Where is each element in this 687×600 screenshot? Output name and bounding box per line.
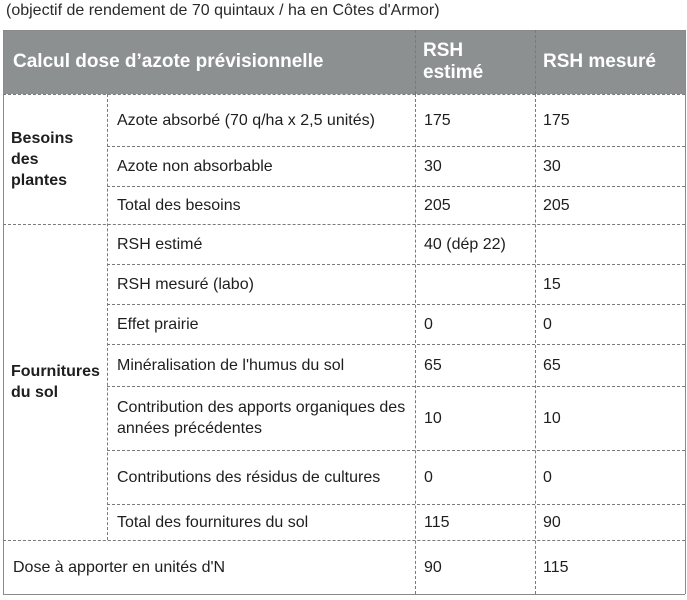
- row-label: Total des besoins: [117, 196, 241, 214]
- row-rsh-mesure: 175: [543, 111, 570, 129]
- grid-line: [535, 94, 536, 594]
- row-label: Azote non absorbable: [117, 157, 273, 175]
- grid-line: [3, 94, 685, 95]
- row-rsh-mesure: 0: [543, 315, 552, 333]
- row-rsh-estime: 175: [424, 111, 451, 129]
- group-besoins-plantes: Besoins des plantes: [11, 129, 74, 189]
- dose-rsh-mesure: 115: [543, 558, 569, 576]
- row-label: Contribution des apports organiques des années précédentes: [117, 399, 406, 437]
- grid-line: [3, 224, 685, 225]
- row-rsh-mesure: 30: [543, 157, 561, 175]
- row-rsh-estime: 10: [424, 409, 442, 427]
- row-rsh-mesure: 0: [543, 468, 552, 486]
- row-label: RSH mesuré (labo): [117, 275, 254, 293]
- header-rsh-mesure: RSH mesuré: [535, 30, 685, 94]
- row-rsh-mesure: 205: [543, 196, 570, 214]
- row-rsh-estime: 65: [424, 356, 442, 374]
- grid-line: [107, 450, 685, 451]
- grid-line: [107, 504, 685, 505]
- row-rsh-estime: 0: [424, 315, 433, 333]
- row-rsh-mesure: 90: [543, 513, 561, 531]
- header-rsh-estime: RSH estimé: [415, 30, 535, 94]
- grid-line: [107, 94, 108, 540]
- grid-line: [107, 344, 685, 345]
- row-rsh-mesure: 15: [543, 275, 561, 293]
- dose-label: Dose à apporter en unités d'N: [13, 558, 226, 576]
- row-label: Contributions des résidus de cultures: [117, 468, 381, 486]
- row-rsh-estime: [415, 264, 535, 304]
- row-rsh-estime: 205: [424, 196, 451, 214]
- grid-line: [107, 186, 685, 187]
- table-caption: (objectif de rendement de 70 quintaux / ha en Côtes d'Armor): [6, 2, 440, 19]
- grid-line: [107, 304, 685, 305]
- row-label: Azote absorbé (70 q/ha x 2,5 unités): [117, 111, 375, 129]
- row-label: Minéralisation de l'humus du sol: [117, 356, 345, 374]
- grid-line: [107, 146, 685, 147]
- grid-line: [3, 30, 685, 31]
- grid-line: [415, 94, 416, 594]
- dose-rsh-estime: 90: [424, 558, 442, 576]
- grid-line: [685, 30, 686, 594]
- row-rsh-estime: 0: [424, 468, 433, 486]
- row-rsh-estime: 115: [424, 513, 450, 531]
- row-label: Effet prairie: [117, 315, 199, 333]
- row-rsh-estime: 40 (dép 22): [424, 235, 506, 253]
- row-label: RSH estimé: [117, 235, 203, 253]
- header-title: Calcul dose d’azote prévisionnelle: [3, 30, 415, 94]
- grid-line: [3, 594, 685, 595]
- row-label: Total des fournitures du sol: [117, 513, 309, 531]
- row-rsh-mesure: 10: [543, 409, 561, 427]
- grid-line: [107, 264, 685, 265]
- grid-line: [3, 540, 685, 541]
- grid-line: [107, 386, 685, 387]
- grid-line: [415, 30, 416, 94]
- group-fournitures-sol: Fournitures du sol: [11, 363, 100, 401]
- row-rsh-mesure: [535, 224, 685, 264]
- grid-line: [535, 30, 536, 94]
- grid-line: [3, 30, 4, 594]
- row-rsh-estime: 30: [424, 157, 442, 175]
- row-rsh-mesure: 65: [543, 356, 561, 374]
